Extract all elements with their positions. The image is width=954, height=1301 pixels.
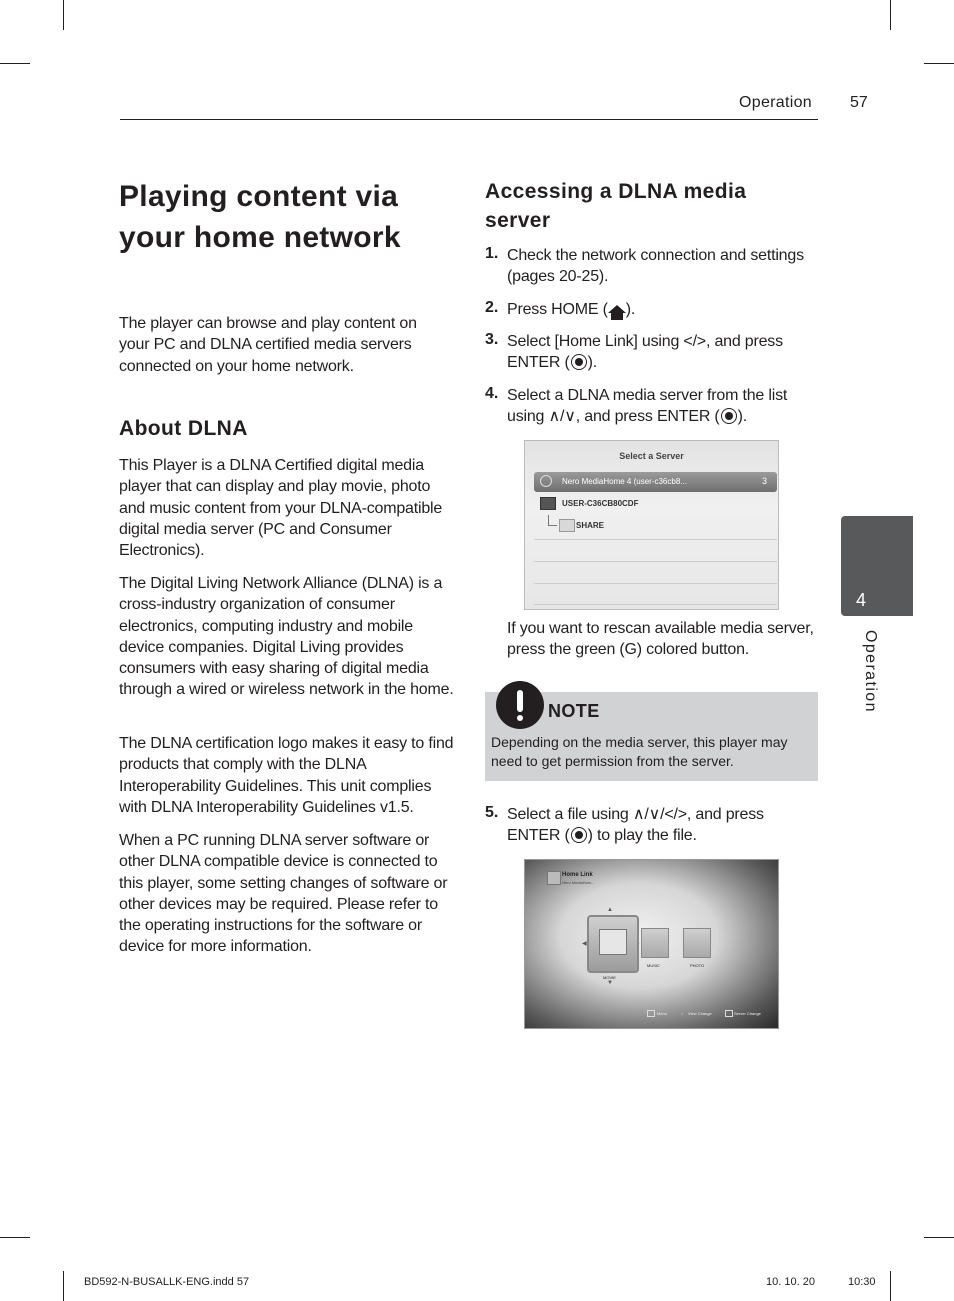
- server-count: 3: [761, 476, 767, 486]
- arrow-up-icon: ▲: [607, 907, 613, 913]
- screen-title: Home Link: [562, 872, 593, 878]
- list-divider: [534, 561, 777, 562]
- arrow-up-icon: ↕: [681, 1011, 683, 1016]
- server-name: USER-C36CB80CDF: [562, 499, 639, 508]
- paragraph: The Digital Living Network Alliance (DLNA) is a cross-industry organization of consumer electronics, computing industry and mobile device companies. Digital Living provides consumers with easy sharing of digital media through a wired or wireless network in the home.: [119, 575, 454, 699]
- step-number: 3.: [485, 331, 499, 348]
- footer-hint: Menu: [657, 1011, 668, 1016]
- crop-mark: [924, 63, 954, 64]
- server-name: Nero MediaHome 4 (user-c36cb8...: [562, 477, 687, 486]
- step-text: [507, 385, 807, 428]
- server-row-selected: [534, 472, 777, 492]
- home-icon: [608, 305, 626, 313]
- movie-tile: [587, 915, 639, 973]
- step-text-post: ) to play the file.: [587, 827, 697, 845]
- tile-label: MOVIE: [603, 975, 616, 980]
- footer-date: 10. 10. 20: [766, 1276, 815, 1288]
- step-text-pre: Select [Home Link] using </>, and press ENTER (: [507, 333, 783, 372]
- step-text: [507, 299, 820, 320]
- paragraph: The DLNA certification logo makes it easy to find products that comply with the DLNA Interoperability Guidelines. This unit complies with DLNA Interoperability Guidelines v1.5.: [119, 735, 454, 816]
- page-title: Playing content via your home network: [119, 180, 401, 254]
- crop-mark: [0, 63, 30, 64]
- exclamation-icon: [496, 681, 544, 729]
- home-link-icon: [547, 871, 561, 885]
- arrow-down-icon: ▼: [607, 980, 613, 986]
- step-text-pre: Select a DLNA media server from the list using ∧/∨, and press ENTER (: [507, 387, 788, 426]
- music-tile: [641, 928, 669, 958]
- step-text: Check the network connection and settings (pages 20-25).: [507, 247, 804, 286]
- footer-time: 10:30: [848, 1276, 876, 1288]
- note-text: Depending on the media server, this player may need to get permission from the server.: [491, 734, 788, 769]
- footer-hint: View Change: [688, 1011, 712, 1016]
- enter-icon: [571, 354, 587, 370]
- accessing-heading: Accessing a DLNA media server: [485, 180, 747, 232]
- intro-paragraph: The player can browse and play content on your PC and DLNA certified media servers connected on your home network.: [119, 315, 417, 375]
- enter-icon: [721, 408, 737, 424]
- home-link-screenshot: [524, 859, 779, 1029]
- step-number: 2.: [485, 299, 499, 316]
- step-number: 4.: [485, 385, 499, 402]
- crop-mark: [63, 1271, 64, 1301]
- select-server-screenshot: [524, 440, 779, 610]
- menu-icon: [647, 1010, 655, 1017]
- paragraph: This Player is a DLNA Certified digital media player that can display and play movie, photo and music content from your DLNA-compatible digital media server (PC and Consumer Electronics).: [119, 457, 443, 560]
- crop-mark: [924, 1237, 954, 1238]
- page-number: 57: [850, 94, 868, 111]
- photo-tile: [683, 928, 711, 958]
- crop-mark: [890, 0, 891, 30]
- step-text-post: ).: [587, 354, 597, 372]
- list-divider: [534, 604, 777, 605]
- step-number: 1.: [485, 245, 499, 262]
- paragraph: When a PC running DLNA server software or other DLNA compatible device is connected to this player, some setting changes of software or other devices may be required. Please refer to the operating instructions for the software or device for more information.: [119, 832, 448, 956]
- crop-mark: [890, 1271, 891, 1301]
- button-icon: [725, 1010, 733, 1017]
- note-title: NOTE: [548, 701, 600, 721]
- header-rule: [120, 119, 818, 120]
- list-divider: [534, 583, 777, 584]
- arrow-left-icon: ◀: [582, 941, 587, 947]
- step-text-pre: Select a file using ∧/∨/</>, and press ENTER (: [507, 806, 764, 845]
- share-row: [534, 517, 777, 537]
- tile-label: MUSIC: [647, 963, 660, 968]
- screen-title: Select a Server: [619, 451, 684, 461]
- step-text-post: ).: [737, 408, 747, 426]
- enter-icon: [571, 827, 587, 843]
- folder-icon: [599, 929, 627, 955]
- share-name: SHARE: [576, 521, 605, 530]
- step-text-post: ).: [625, 301, 636, 318]
- footer-hint: Server Change: [734, 1011, 761, 1016]
- chapter-number: 4: [855, 590, 866, 610]
- about-dlna-heading: About DLNA: [119, 417, 248, 440]
- tree-connector: [548, 515, 557, 526]
- server-row: [534, 496, 777, 516]
- folder-icon: [559, 519, 575, 532]
- step-text-pre: Press HOME (: [507, 301, 608, 318]
- list-divider: [534, 539, 777, 540]
- chapter-label: Operation: [862, 630, 879, 713]
- crop-mark: [63, 0, 64, 30]
- header-section: Operation: [739, 94, 812, 111]
- footer-file: BD592-N-BUSALLK-ENG.indd 57: [84, 1276, 250, 1288]
- step-number: 5.: [485, 804, 499, 821]
- screen-subtitle: Nero MediaHom...: [562, 880, 595, 885]
- computer-icon: [540, 497, 556, 510]
- tile-label: PHOTO: [690, 963, 705, 968]
- media-server-icon: [540, 475, 552, 487]
- step-text: [507, 331, 820, 374]
- rescan-text: If you want to rescan available media server, press the green (G) colored button.: [507, 620, 814, 659]
- crop-mark: [0, 1237, 30, 1238]
- step-text: [507, 804, 807, 847]
